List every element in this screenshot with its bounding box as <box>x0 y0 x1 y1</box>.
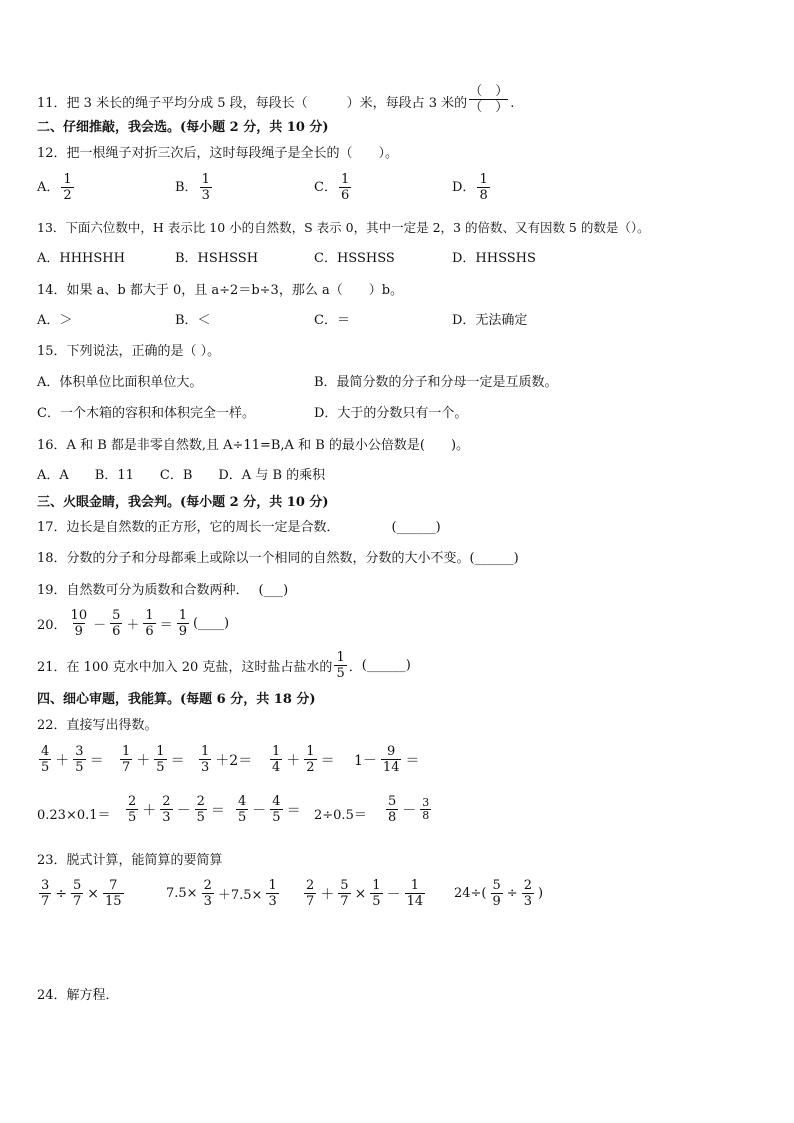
denominator: 7 <box>73 894 82 909</box>
q15-option-b: B．最简分数的分子和分母一定是互质数。 <box>314 375 558 390</box>
numerator: 1 <box>201 172 210 187</box>
q23-expr-1 <box>37 878 126 909</box>
denominator: 15 <box>105 894 122 909</box>
numerator: 1 <box>145 608 154 623</box>
numerator: 2 <box>203 878 212 893</box>
numerator: 4 <box>41 744 50 759</box>
question-13-stem: 13．下面六位数中，H 表示比 10 小的自然数，S 表示 0，其中一定是 2，3 的倍数、又有因数 5 的数是（）。 <box>37 220 650 235</box>
denominator: 2 <box>306 760 315 775</box>
q18-blank: (______) <box>469 551 519 566</box>
q17-text: 17．边长是自然数的正方形，它的周长一定是合数． <box>37 520 340 535</box>
fraction <box>381 744 402 775</box>
q13-option-d: D．HHSSHS <box>452 251 536 266</box>
fraction <box>304 878 316 909</box>
fraction <box>71 878 83 909</box>
numerator: 1 <box>272 744 281 759</box>
q12-option-d <box>452 172 492 203</box>
q20-frac-4 <box>177 608 189 639</box>
numerator: 5 <box>73 878 82 893</box>
suffix: ) <box>537 886 544 901</box>
q14-option-c: C．＝ <box>314 313 350 328</box>
fraction <box>195 794 207 825</box>
q22-r1-expr-4 <box>268 744 337 775</box>
q22-r2-expr-5 <box>384 794 433 825</box>
numerator: 1 <box>178 608 187 623</box>
equals-sign: ＝ <box>286 802 301 819</box>
denominator: 8 <box>479 188 488 203</box>
q17-blank: (______) <box>391 520 441 535</box>
operator: ＋ <box>136 752 151 769</box>
operator: － <box>386 886 401 903</box>
numerator: 3 <box>422 796 430 809</box>
q22-r1-expr-5 <box>352 744 421 775</box>
fraction <box>236 794 248 825</box>
q22-r1-expr-2 <box>118 744 187 775</box>
denominator: 14 <box>406 894 424 909</box>
numerator: 3 <box>41 878 50 893</box>
question-18 <box>37 550 519 568</box>
numerator: 3 <box>75 744 84 759</box>
equals-sign: ＝ <box>210 802 225 819</box>
denominator: 5 <box>196 810 205 825</box>
q23-expr-2 <box>164 878 281 909</box>
q11-text-b: ）米，每段占 3 米的 <box>346 96 468 111</box>
question-19 <box>37 582 288 600</box>
denominator: 5 <box>336 666 345 681</box>
middle-term: ＋7.5× <box>217 888 263 903</box>
operator: ＋ <box>286 752 301 769</box>
q16-options: A．A B．11 C．B D．A 与 B 的乘积 <box>37 468 326 483</box>
fraction <box>103 878 124 909</box>
q15-option-c: C．一个木箱的容积和体积完全一样。 <box>37 406 255 421</box>
q11-fraction <box>469 84 508 115</box>
section-3-heading: 三、火眼金睛，我会判。(每小题 2 分，共 10 分) <box>37 495 329 510</box>
fraction <box>154 744 166 775</box>
denominator: 5 <box>238 810 247 825</box>
numerator: 4 <box>238 794 247 809</box>
numerator: 5 <box>388 794 397 809</box>
numerator: 5 <box>112 608 121 623</box>
numerator: 1 <box>201 744 210 759</box>
q20-blank: (____) <box>192 616 230 631</box>
denominator: 3 <box>201 760 210 775</box>
denominator: 5 <box>128 810 137 825</box>
question-12-stem: 12．把一根绳子对折三次后，这时每段绳子是全长的（ ）。 <box>37 146 399 161</box>
minus-sign: － <box>93 618 107 633</box>
q23-expr-3 <box>302 878 427 909</box>
fraction <box>522 878 534 909</box>
numerator: 1 <box>156 744 165 759</box>
fraction <box>266 878 278 909</box>
operator: ＋ <box>142 802 157 819</box>
prefix: 1－ <box>354 752 377 769</box>
denominator: 5 <box>156 760 165 775</box>
operator: ÷ <box>506 886 518 901</box>
denominator: 9 <box>178 624 187 639</box>
q14-option-d: D．无法确定 <box>452 313 528 328</box>
equals-sign: ＝ <box>405 752 420 769</box>
question-24: 24．解方程． <box>37 988 119 1003</box>
q15-option-a: A．体积单位比面积单位大。 <box>37 375 203 390</box>
denominator: 3 <box>203 894 212 909</box>
denominator: 7 <box>306 894 315 909</box>
expression-text: 0.23×0.1＝ <box>37 808 111 823</box>
operator: ＋ <box>320 886 335 903</box>
fraction <box>370 878 382 909</box>
equals-sign: ＝ <box>89 752 104 769</box>
times-sign: × <box>87 885 100 902</box>
fraction <box>338 878 350 909</box>
q22-r2-expr-2 <box>124 794 227 825</box>
denominator: 8 <box>422 809 430 822</box>
fraction <box>120 744 132 775</box>
denominator: 5 <box>372 894 381 909</box>
q12-option-b <box>175 172 214 203</box>
q20-frac-3 <box>143 608 155 639</box>
q13-option-a: A．HHHSHH <box>37 251 125 266</box>
q11-frac-den: （ ） <box>469 100 509 115</box>
question-15-stem: 15．下列说法，正确的是（ ）。 <box>37 344 221 359</box>
q12-option-b-label: B． <box>175 180 198 195</box>
operator: × <box>354 885 367 902</box>
q12-option-c <box>314 172 353 203</box>
fraction <box>420 797 431 822</box>
denominator: 7 <box>122 760 131 775</box>
numerator: 5 <box>340 878 349 893</box>
fraction <box>160 794 172 825</box>
equals-sign: ＝ <box>170 752 185 769</box>
numerator: 1 <box>372 878 381 893</box>
question-23-stem: 23．脱式计算，能简算的要简算 <box>37 853 223 868</box>
denominator: 6 <box>340 188 350 203</box>
numerator: 2 <box>196 794 205 809</box>
denominator: 9 <box>74 624 83 639</box>
numerator: 1 <box>306 744 315 759</box>
numerator: 1 <box>479 172 488 187</box>
fraction <box>73 744 85 775</box>
denominator: 8 <box>388 810 397 825</box>
q12-option-a-frac <box>61 172 73 203</box>
q22-r1-expr-1 <box>37 744 106 775</box>
denominator: 3 <box>162 810 171 825</box>
q13-option-c: C．HSSHSS <box>314 251 395 266</box>
numerator: 10 <box>70 608 88 623</box>
q13-option-b: B．HSHSSH <box>175 251 259 266</box>
denominator: 7 <box>41 894 50 909</box>
fraction <box>39 744 51 775</box>
q15-option-d: D．大于的分数只有一个。 <box>314 406 468 421</box>
equals-sign: ＝ <box>320 752 335 769</box>
operator: ＋2＝ <box>215 752 253 769</box>
denominator: 6 <box>112 624 121 639</box>
fraction <box>126 794 138 825</box>
equals-sign: ＝ <box>159 618 173 633</box>
q20-frac-2 <box>110 608 122 639</box>
plus-sign: ＋ <box>126 618 140 633</box>
q19-text: 19．自然数可分为质数和合数两种． <box>37 583 249 598</box>
q12-option-a <box>37 172 76 203</box>
question-11 <box>37 84 515 119</box>
q12-option-b-frac <box>200 172 212 203</box>
denominator: 9 <box>492 894 501 909</box>
numerator: 1 <box>340 172 350 187</box>
q11-end: . <box>510 96 515 111</box>
q11-frac-num: （ ） <box>469 84 509 99</box>
q12-option-c-frac <box>339 172 351 203</box>
numerator: 7 <box>109 878 118 893</box>
denominator: 7 <box>340 894 349 909</box>
fraction <box>270 794 282 825</box>
expression-text: 2÷0.5＝ <box>314 808 367 823</box>
numerator: 2 <box>128 794 137 809</box>
q21-text: 21．在 100 克水中加入 20 克盐，这时盐占盐水的 <box>37 660 333 675</box>
question-16-stem: 16．A 和 B 都是非零自然数,且 A÷11=B,A 和 B 的最小公倍数是( )。 <box>37 438 470 453</box>
numerator: 5 <box>492 878 501 893</box>
question-21 <box>37 650 411 681</box>
q20-label: 20． <box>37 618 67 633</box>
q18-text: 18．分数的分子和分母都乘上或除以一个相同的自然数，分数的大小不变。 <box>37 551 470 566</box>
q22-r2-expr-1 <box>37 804 111 823</box>
numerator: 2 <box>306 878 315 893</box>
question-14-stem: 14．如果 a、b 都大于 0，且 a÷2＝b÷3，那么 a（ ）b。 <box>37 283 404 298</box>
q12-option-d-label: D． <box>452 180 476 195</box>
fraction <box>270 744 282 775</box>
denominator: 5 <box>75 760 84 775</box>
fraction <box>405 878 426 909</box>
numerator: 2 <box>523 878 532 893</box>
q12-option-c-label: C． <box>314 180 337 195</box>
q14-option-b: B．＜ <box>175 313 211 328</box>
prefix: 7.5× <box>166 886 198 901</box>
q21-end: ． <box>348 660 362 675</box>
section-2-heading: 二、仔细推敲，我会选。(每小题 2 分，共 10 分) <box>37 120 329 135</box>
denominator: 5 <box>272 810 281 825</box>
denominator: 14 <box>382 760 400 775</box>
fraction <box>202 878 214 909</box>
q21-blank: (______) <box>361 658 411 673</box>
q22-r1-expr-3 <box>197 744 254 775</box>
prefix: 24÷( <box>454 886 487 901</box>
denominator: 3 <box>268 894 277 909</box>
question-17 <box>37 519 441 537</box>
divide-sign: ÷ <box>55 885 68 902</box>
numerator: 1 <box>268 878 277 893</box>
q22-r2-expr-3 <box>234 794 303 825</box>
operator: － <box>402 802 417 819</box>
q19-blank: (___) <box>258 583 289 598</box>
fraction <box>39 878 51 909</box>
denominator: 5 <box>41 760 50 775</box>
q11-text-a: 11．把 3 米长的绳子平均分成 5 段，每段长（ <box>37 96 308 111</box>
q14-option-a: A．＞ <box>37 313 73 328</box>
numerator: 4 <box>272 794 281 809</box>
fraction <box>386 794 398 825</box>
fraction <box>199 744 211 775</box>
operator: － <box>252 802 267 819</box>
numerator: 1 <box>122 744 131 759</box>
q11-blank <box>308 96 347 111</box>
numerator: 9 <box>387 744 396 759</box>
q21-frac <box>334 650 346 681</box>
denominator: 4 <box>272 760 281 775</box>
q12-option-d-frac <box>477 172 489 203</box>
fraction <box>304 744 316 775</box>
denominator: 3 <box>523 894 532 909</box>
q23-expr-4 <box>452 878 545 909</box>
numerator: 1 <box>410 878 419 893</box>
numerator: 1 <box>63 172 72 187</box>
denominator: 6 <box>145 624 154 639</box>
denominator: 3 <box>201 188 210 203</box>
question-22-stem: 22．直接写出得数。 <box>37 718 158 733</box>
numerator: 1 <box>336 650 345 665</box>
denominator: 2 <box>63 188 72 203</box>
q22-r2-expr-4 <box>314 804 367 823</box>
question-20 <box>37 608 231 639</box>
q20-frac-1 <box>69 608 90 639</box>
section-4-heading: 四、细心审题，我能算。(每题 6 分，共 18 分) <box>37 692 316 707</box>
operator: ＋ <box>55 752 70 769</box>
operator: － <box>176 802 191 819</box>
fraction <box>491 878 503 909</box>
q12-option-a-label: A． <box>37 180 60 195</box>
numerator: 2 <box>162 794 171 809</box>
